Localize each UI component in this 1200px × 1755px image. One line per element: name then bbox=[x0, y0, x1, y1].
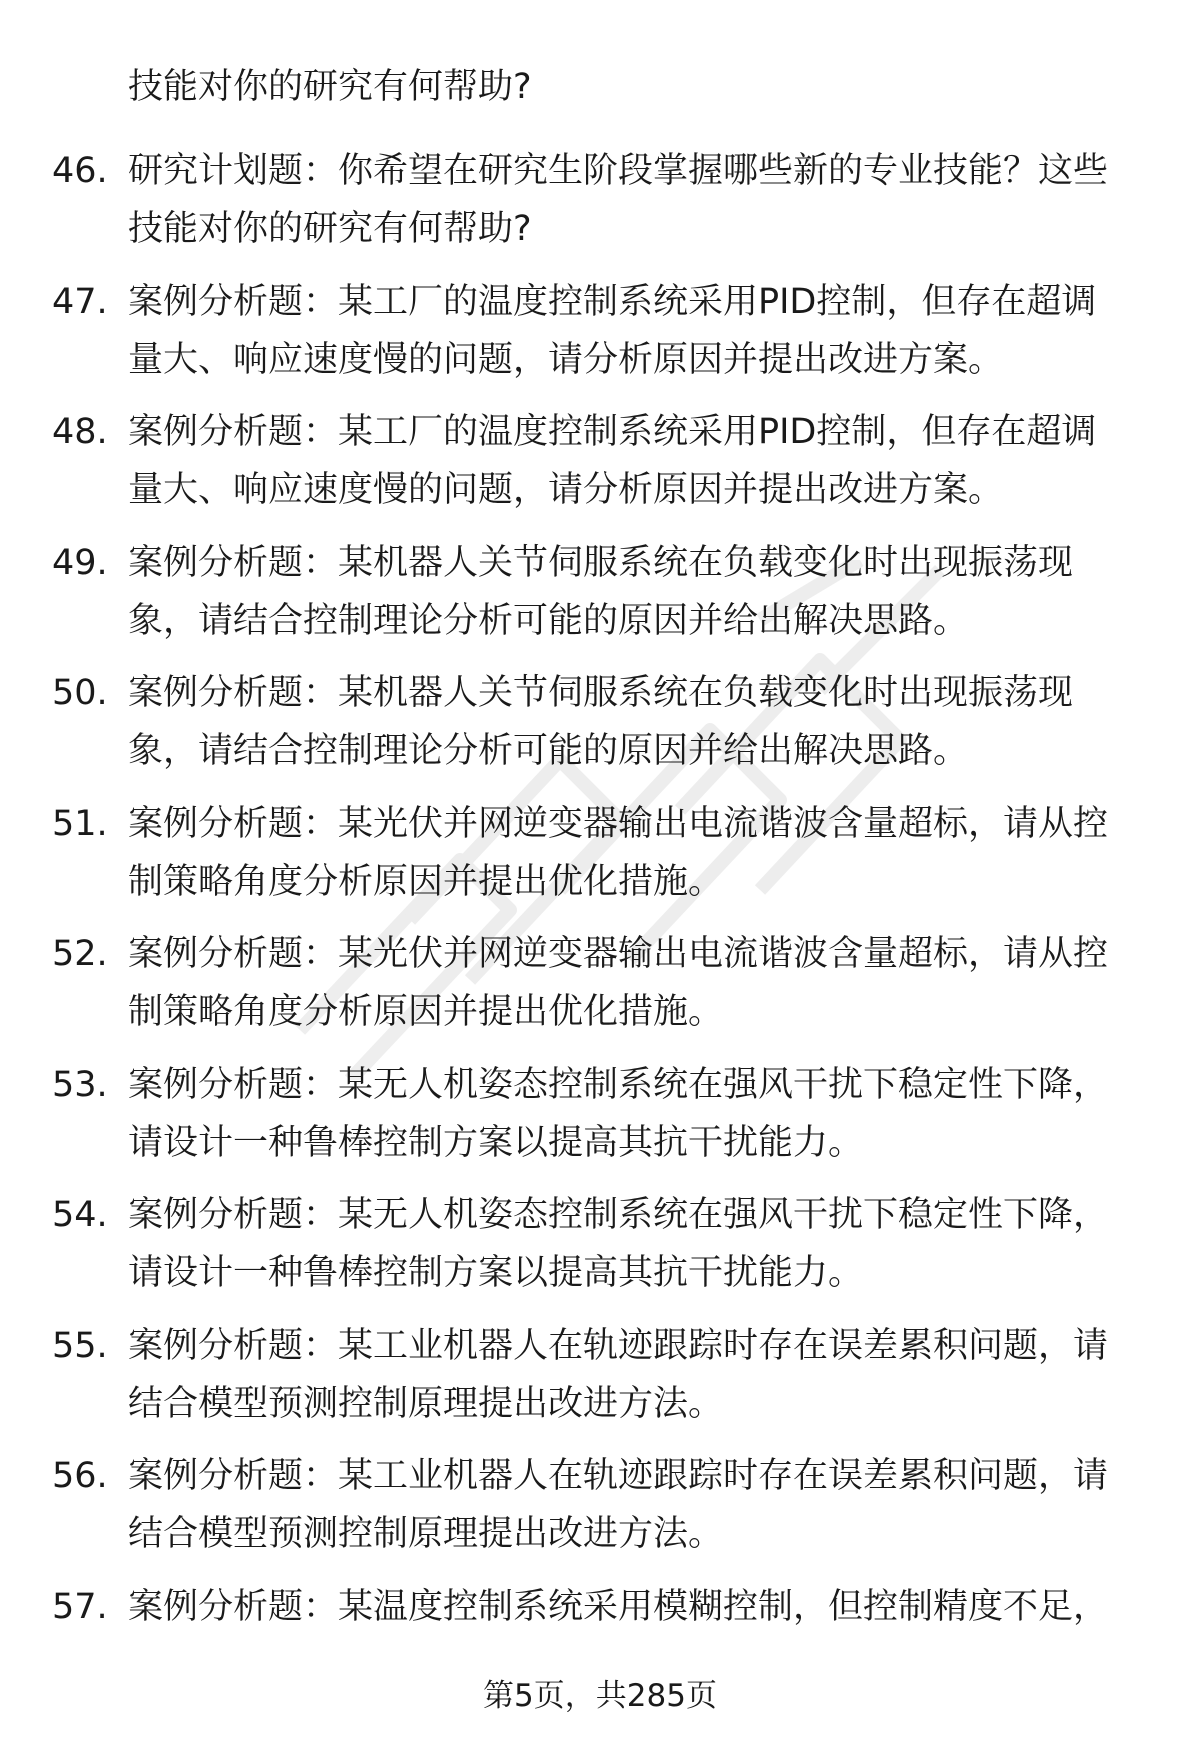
question-text-line: 请设计一种鲁棒控制方案以提高其抗干扰能力。 bbox=[128, 1122, 864, 1163]
question-text-line: 案例分析题：某工业机器人在轨迹跟踪时存在误差累积问题，请 bbox=[128, 1456, 1109, 1496]
question-text-line: 案例分析题：某机器人关节伺服系统在负载变化时出现振荡现 bbox=[128, 542, 1074, 583]
question-number: 52. bbox=[52, 934, 108, 974]
question-number: 47. bbox=[52, 281, 108, 322]
question-number: 48. bbox=[52, 412, 108, 452]
question-text-line: 量大、响应速度慢的问题，请分析原因并提出改进方案。 bbox=[128, 470, 1004, 510]
question-text-line: 案例分析题：某光伏并网逆变器输出电流谐波含量超标，请从控 bbox=[128, 803, 1109, 844]
question-text-line: 案例分析题：某机器人关节伺服系统在负载变化时出现振荡现 bbox=[128, 673, 1074, 713]
question-text-line: 结合模型预测控制原理提出改进方法。 bbox=[128, 1514, 724, 1554]
question-text-line: 技能对你的研究有何帮助? bbox=[128, 209, 532, 249]
question-text-line: 研究计划题：你希望在研究生阶段掌握哪些新的专业技能？这些 bbox=[128, 151, 1109, 191]
question-text-line: 量大、响应速度慢的问题，请分析原因并提出改进方案。 bbox=[128, 339, 1004, 380]
question-text-line: 案例分析题：某温度控制系统采用模糊控制，但控制精度不足， bbox=[128, 1586, 1109, 1627]
list-item bbox=[0, 403, 1200, 534]
question-text-line: 制策略角度分析原因并提出优化措施。 bbox=[128, 992, 724, 1032]
question-text-line: 制策略角度分析原因并提出优化措施。 bbox=[128, 861, 724, 902]
list-item bbox=[0, 1447, 1200, 1578]
question-continuation-line: 技能对你的研究有何帮助? bbox=[128, 67, 532, 107]
question-text-line: 案例分析题：某无人机姿态控制系统在强风干扰下稳定性下降， bbox=[128, 1064, 1109, 1105]
list-item bbox=[0, 1186, 1200, 1317]
list-item bbox=[0, 1317, 1200, 1448]
question-text-line: 结合模型预测控制原理提出改进方法。 bbox=[128, 1383, 724, 1424]
question-number: 46. bbox=[52, 151, 108, 191]
question-text-line: 案例分析题：某工厂的温度控制系统采用PID控制，但存在超调 bbox=[128, 412, 1097, 452]
list-item bbox=[0, 142, 1200, 273]
question-number: 57. bbox=[52, 1586, 108, 1627]
question-number: 51. bbox=[52, 803, 108, 844]
question-text-line: 请设计一种鲁棒控制方案以提高其抗干扰能力。 bbox=[128, 1253, 864, 1293]
question-number: 50. bbox=[52, 673, 108, 713]
question-number: 53. bbox=[52, 1064, 108, 1105]
question-text-line: 象，请结合控制理论分析可能的原因并给出解决思路。 bbox=[128, 600, 969, 641]
list-item bbox=[0, 1056, 1200, 1187]
question-text-line: 案例分析题：某工业机器人在轨迹跟踪时存在误差累积问题，请 bbox=[128, 1325, 1109, 1366]
list-item bbox=[0, 534, 1200, 665]
question-text-line: 案例分析题：某光伏并网逆变器输出电流谐波含量超标，请从控 bbox=[128, 934, 1109, 974]
question-number: 54. bbox=[52, 1195, 108, 1235]
list-item bbox=[0, 925, 1200, 1056]
list-item bbox=[0, 273, 1200, 404]
question-list bbox=[0, 142, 1200, 1708]
question-text-line: 案例分析题：某无人机姿态控制系统在强风干扰下稳定性下降， bbox=[128, 1195, 1109, 1235]
question-number: 55. bbox=[52, 1325, 108, 1366]
page-number-footer: 第5页，共285页 bbox=[483, 1678, 717, 1714]
question-number: 56. bbox=[52, 1456, 108, 1496]
question-number: 49. bbox=[52, 542, 108, 583]
question-text-line: 象，请结合控制理论分析可能的原因并给出解决思路。 bbox=[128, 731, 969, 771]
list-item bbox=[0, 664, 1200, 795]
question-text-line: 案例分析题：某工厂的温度控制系统采用PID控制，但存在超调 bbox=[128, 281, 1097, 322]
list-item bbox=[0, 795, 1200, 926]
